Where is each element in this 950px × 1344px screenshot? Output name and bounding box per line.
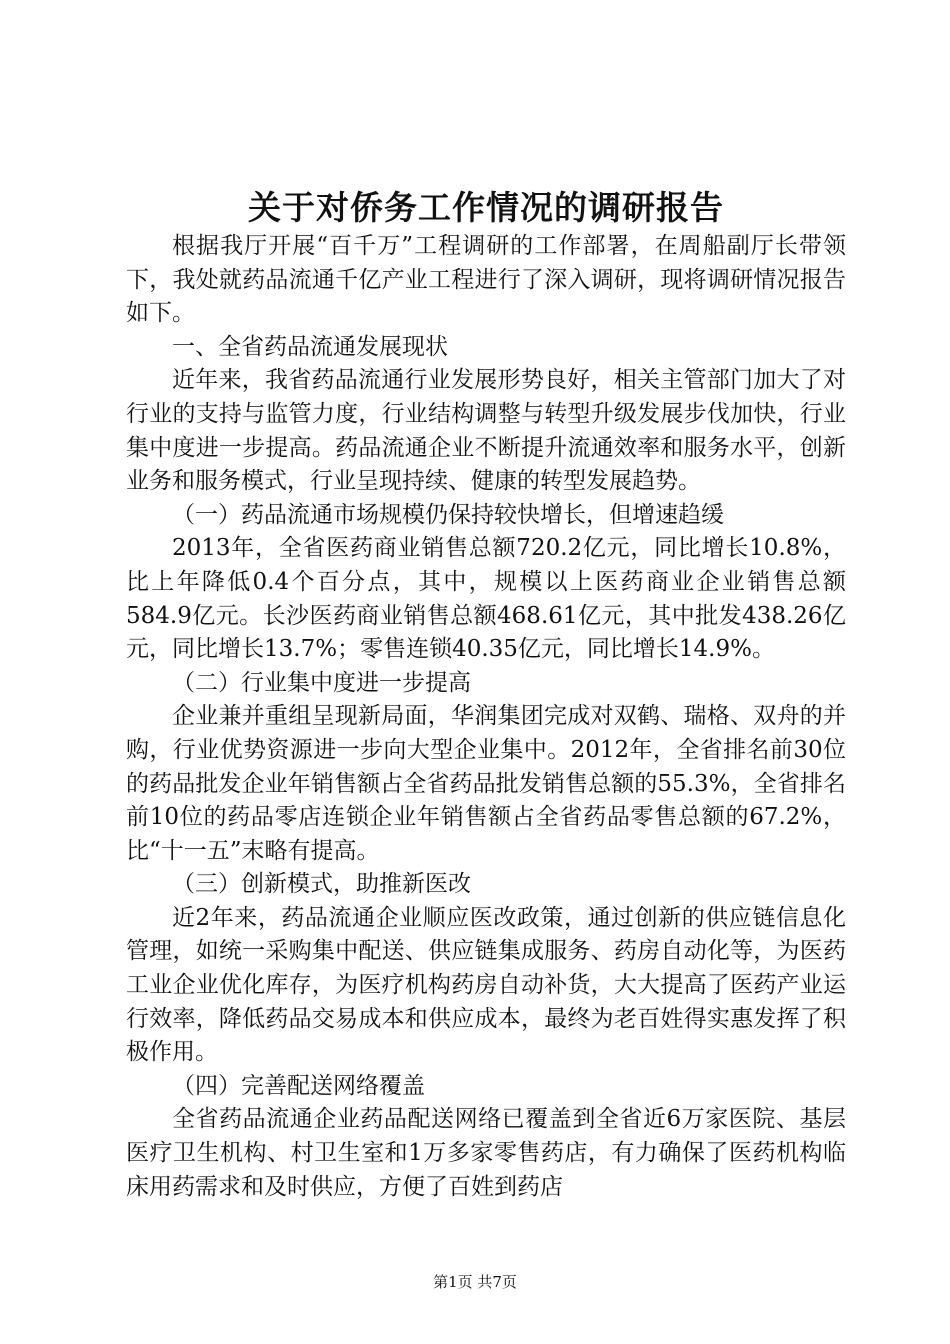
subsection-heading-3: （三）创新模式，助推新医改 xyxy=(172,871,471,898)
paragraph-concentration: 企业兼并重组呈现新局面，华润集团完成对双鹤、瑞格、双舟的并购，行业优势资源进一步向大型企业集中。2012年，全省排名前30位的药品批发企业年销售额占全省药品批发销售总额的55.3%，全省排名前10位的药品零店连锁企业年销售额占全省药品零售总额的67.2%，比“十一五”末略有提高。 xyxy=(126,703,846,864)
paragraph-distribution: 全省药品流通企业药品配送网络已覆盖到全省近6万家医院、基层医疗卫生机构、村卫生室和1万多家零售药店，有力确保了医药机构临床用药需求和及时供应，方便了百姓到药店 xyxy=(126,1106,846,1200)
paragraph-overview: 近年来，我省药品流通行业发展形势良好，相关主管部门加大了对行业的支持与监管力度，行业结构调整与转型升级发展步伐加快，行业集中度进一步提高。药品流通企业不断提升流通效率和服务水平，创新业务和服务模式，行业呈现持续、健康的转型发展趋势。 xyxy=(126,367,846,495)
paragraph-market-scale: 2013年，全省医药商业销售总额720.2亿元，同比增长10.8%，比上年降低0.4个百分点，其中，规模以上医药商业企业销售总额584.9亿元。长沙医药商业销售总额468.61亿元，其中批发438.26亿元，同比增长13.7%；零售连锁40.35亿元，同比增长14.9%。 xyxy=(126,535,846,663)
document-body xyxy=(126,186,846,1204)
document-title: 关于对侨务工作情况的调研报告 xyxy=(248,188,724,227)
page-footer: 第1页 共7页 xyxy=(433,1273,517,1291)
paragraph-intro: 根据我厅开展“百千万”工程调研的工作部署，在周船副厅长带领下，我处就药品流通千亿产业工程进行了深入调研，现将调研情况报告如下。 xyxy=(126,233,846,327)
section-heading-1: 一、全省药品流通发展现状 xyxy=(172,333,448,360)
subsection-heading-1: （一）药品流通市场规模仍保持较快增长，但增速趋缓 xyxy=(172,501,724,528)
subsection-heading-4: （四）完善配送网络覆盖 xyxy=(172,1072,425,1099)
subsection-heading-2: （二）行业集中度进一步提高 xyxy=(172,669,471,696)
paragraph-innovation: 近2年来，药品流通企业顺应医改政策，通过创新的供应链信息化管理，如统一采购集中配送、供应链集成服务、药房自动化等，为医药工业企业优化库存，为医疗机构药房自动补货，大大提高了医药产业运行效率，降低药品交易成本和供应成本，最终为老百姓得实惠发挥了积极作用。 xyxy=(126,904,846,1066)
